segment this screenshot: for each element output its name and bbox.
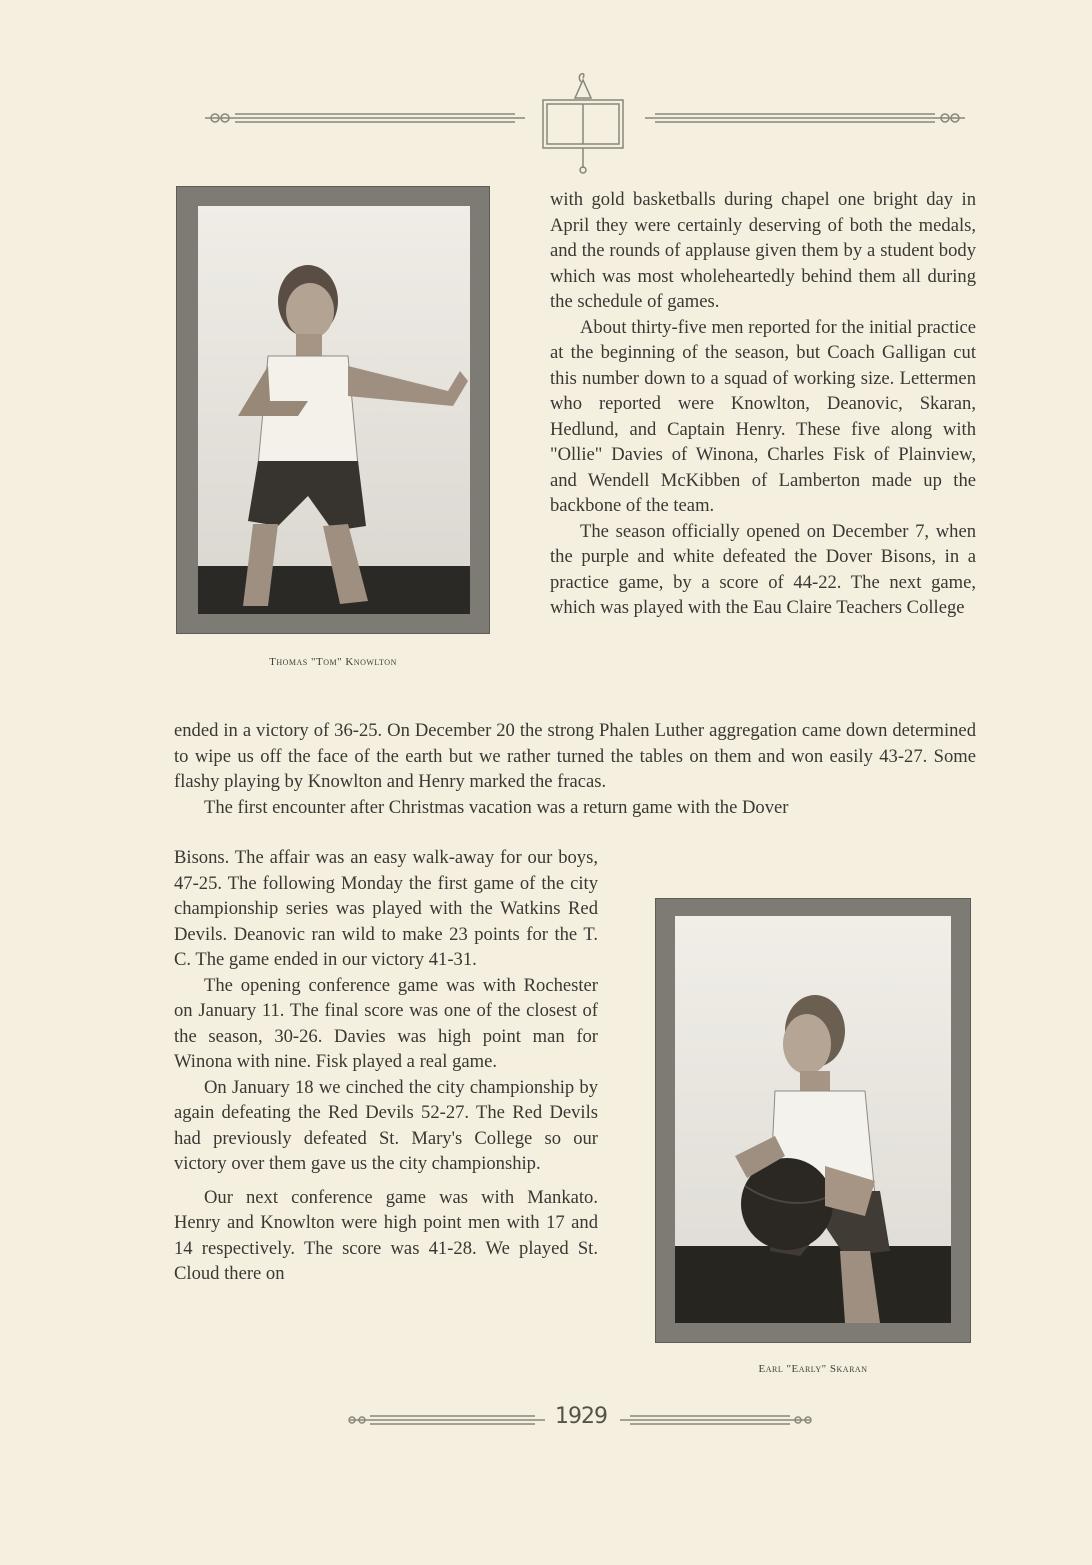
- skaran-photo-frame: [655, 898, 971, 1343]
- paragraph: On January 18 we cinched the city championship by again defeating the Red Devils 52-27. The Red Devils had previously defeated St. Mary's College so our victory over them gave us the city championship.: [174, 1076, 598, 1174]
- torch-book-ornament: [195, 70, 975, 180]
- knowlton-photo: [198, 206, 470, 614]
- text-full-width: [174, 718, 976, 820]
- paragraph: with gold basketballs during chapel one bright day in April they were certainly deserving of both the medals, and the rounds of applause given them by a student body which was most wholeheartedly behind them all during the schedule of games.: [550, 189, 976, 312]
- paragraph: The season officially opened on December 7, when the purple and white defeated the Dover Bisons, in a practice game, by a score of 44-22. The next game, which was played with the Eau Claire Teachers College: [550, 520, 976, 618]
- paragraph: The first encounter after Christmas vacation was a return game with the Dover: [204, 796, 789, 818]
- skaran-photo: [675, 916, 951, 1323]
- paragraph: The opening conference game was with Rochester on January 11. The final score was one of the closest of the season, 30-26. Davies was high point man for Winona with nine. Fisk played a real game.: [174, 974, 598, 1072]
- paragraph: Our next conference game was with Mankato. Henry and Knowlton were high point men with 17 and 14 respectively. The score was 41-28. We played St. Cloud there on: [174, 1186, 598, 1284]
- text-column-bottom-left: [174, 845, 598, 1287]
- paragraph: Bisons. The affair was an easy walk-away for our boys, 47-25. The following Monday the first game of the city championship series was played with the Watkins Red Devils. Deanovic ran wild to make 23 points for the T. C. The game ended in our victory 41-31.: [174, 847, 598, 970]
- text-column-top-right: [550, 187, 976, 621]
- paragraph: ended in a victory of 36-25. On December 20 the strong Phalen Luther aggregation came down determined to wipe us off the face of the earth but we rather turned the tables on them and won easily 43-27. Some flashy playing by Knowlton and Henry marked the fracas.: [174, 720, 976, 792]
- paragraph: About thirty-five men reported for the initial practice at the beginning of the season, but Coach Galligan cut this number down to a squad of working size. Lettermen who reported were Knowlton, Deanovic, Skaran, Hedlund, and Captain Henry. These five along with "Ollie" Davies of Winona, Charles Fisk of Plainview, and Wendell McKibben of Lamberton made up the backbone of the team.: [550, 316, 976, 516]
- knowlton-photo-frame: [176, 186, 490, 634]
- skaran-caption: Earl "Early" Skaran: [758, 1363, 868, 1375]
- page-year: 1929: [555, 1404, 607, 1429]
- knowlton-caption: Thomas "Tom" Knowlton: [269, 656, 397, 668]
